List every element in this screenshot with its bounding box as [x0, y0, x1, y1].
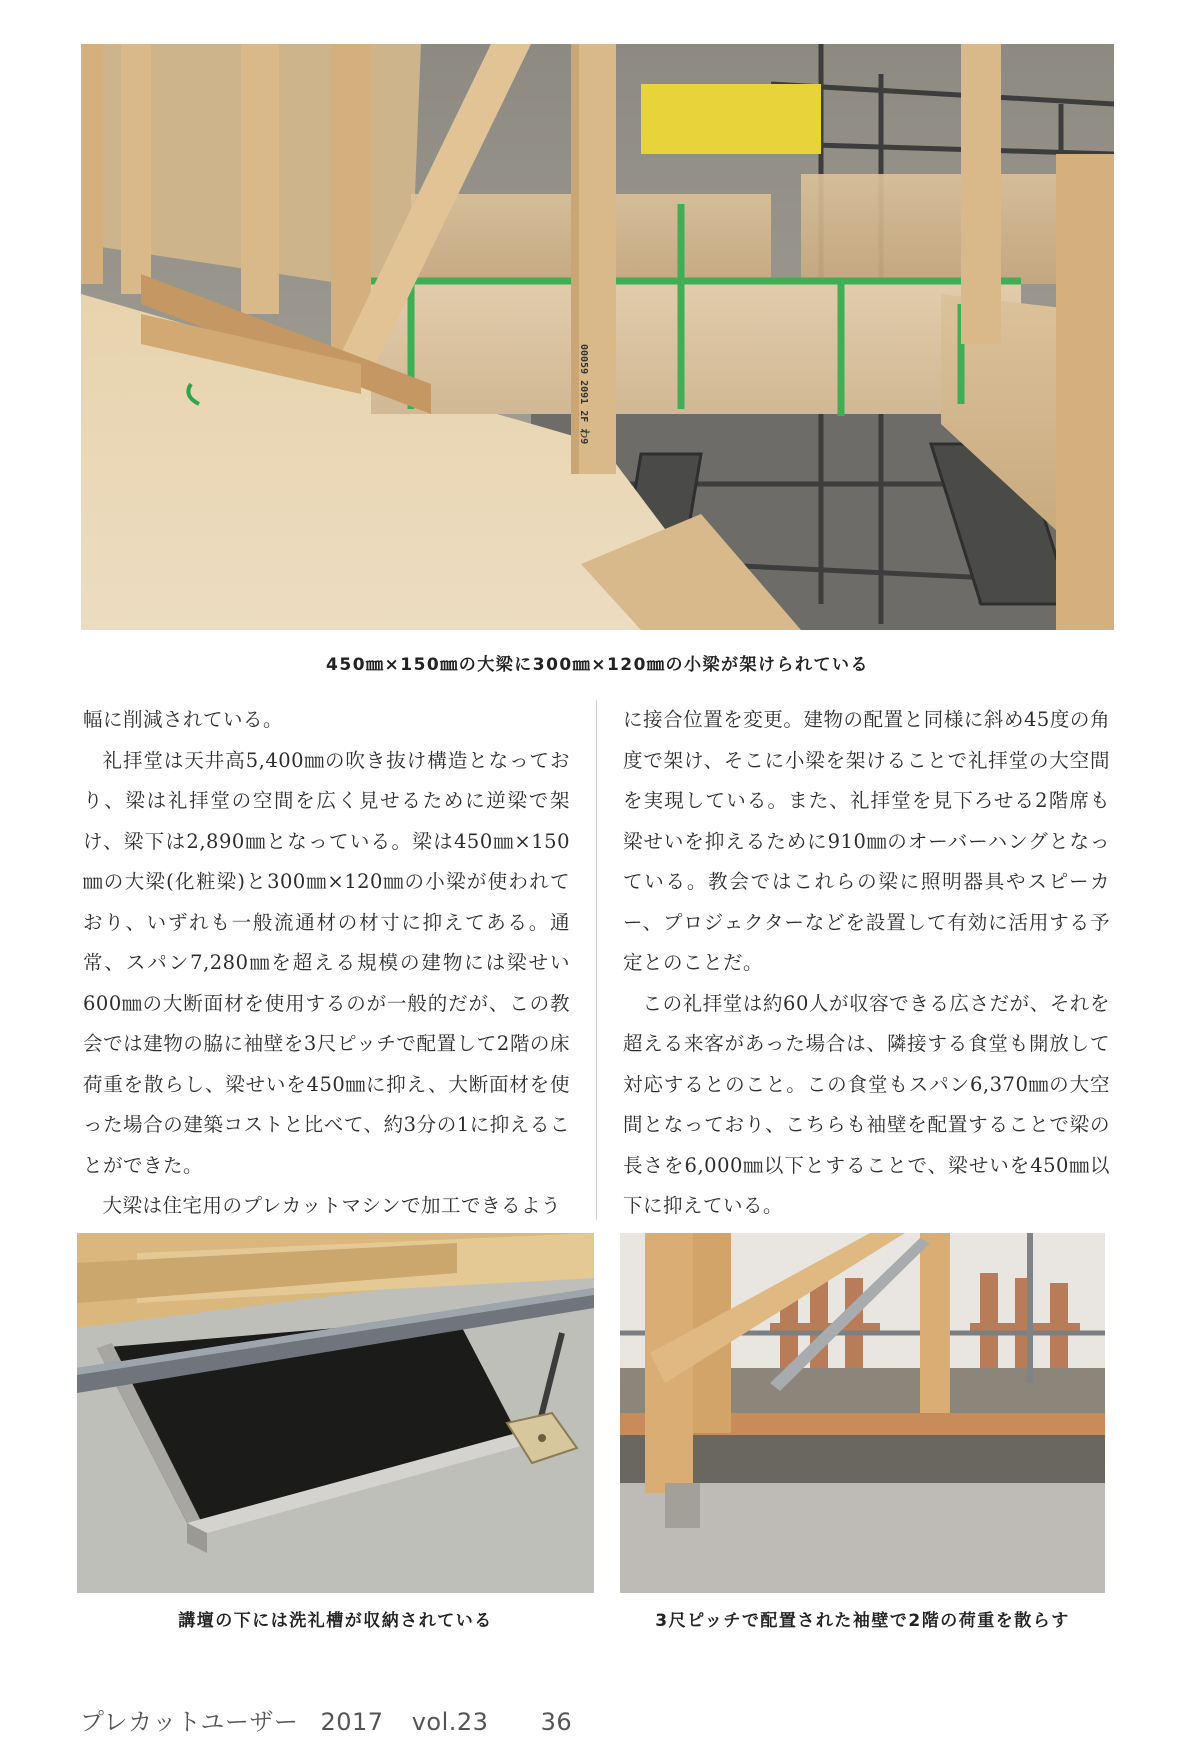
bottom-left-photo-caption: 講壇の下には洗礼槽が収納されている [178, 1611, 493, 1631]
issue-year: 2017 [320, 1708, 384, 1736]
top-photo-beams [81, 44, 1114, 630]
page-number: 36 [540, 1708, 573, 1736]
bottom-right-photo-wing-walls [620, 1233, 1105, 1593]
right-paragraph-1: に接合位置を変更。建物の配置と同様に斜め45度の角度で架け、そこに小梁を架けることで礼拝堂の大空間を実現している。また、礼拝堂を見下ろせる2階席も梁せいを抑えるために910㎜のオーバーハングとなっている。教会ではこれらの梁に照明器具やスピーカー、プロジェクターなどを設置して有効に活用する予定とのことだ。 [623, 708, 1110, 974]
column-divider [596, 700, 597, 1220]
top-photo-caption: 450㎜×150㎜の大梁に300㎜×120㎜の小梁が架けられている [326, 655, 869, 675]
right-paragraph-2: この礼拝堂は約60人が収容できる広さだが、それを超える来客があった場合は、隣接する食堂も開放して対応するとのこと。この食堂もスパン6,370㎜の大空間となっており、こちらも袖壁を配置することで梁の長さを6,000㎜以下とすることで、梁せいを450㎜以下に抑えている。 [623, 991, 1110, 1217]
left-paragraph-3: 大梁は住宅用のプレカットマシンで加工できるよう [102, 1194, 562, 1217]
bottom-right-photo-caption: 3尺ピッチで配置された袖壁で2階の荷重を散らす [655, 1611, 1070, 1631]
bottom-left-photo-baptistry [77, 1233, 594, 1593]
left-paragraph-1: 幅に削減されている。 [83, 708, 284, 731]
issue-volume: vol.23 [411, 1708, 489, 1736]
left-paragraph-2: 礼拝堂は天井高5,400㎜の吹き抜け構造となっており、梁は礼拝堂の空間を広く見せるために逆梁で架け、梁下は2,890㎜となっている。梁は450㎜×150㎜の大梁(化粧梁)と300㎜×120㎜の小梁が使われており、いずれも一般流通材の材寸に抑えてある。通常、スパン7,280㎜を超える規模の建物には梁せい600㎜の大断面材を使用するのが一般的だが、この教会では建物の脇に袖壁を3尺ピッチで配置して2階の床荷重を散らし、梁せいを450㎜に抑え、大断面材を使った場合の建築コストと比べて、約3分の1に抑えることができた。 [83, 748, 570, 1177]
page-footer [80, 1702, 572, 1737]
right-text-column [623, 700, 1110, 1227]
magazine-name: プレカットユーザー [80, 1708, 299, 1736]
left-text-column [83, 700, 570, 1227]
beam-stamp: 00059 2091 2F わ9 [578, 344, 589, 445]
